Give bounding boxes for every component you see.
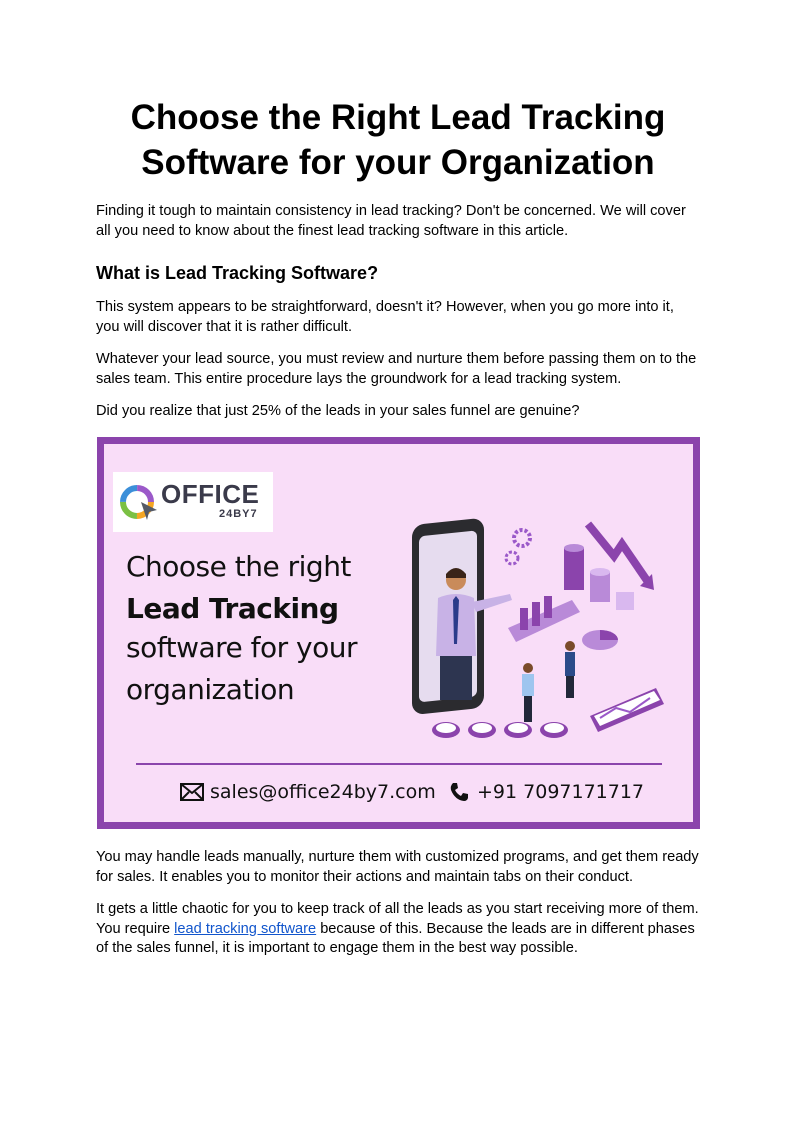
paragraph-1: This system appears to be straightforward, doesn't it? However, when you go more into it, you will discover that it is rather difficult. (96, 299, 674, 335)
contact-email: sales@office24by7.com (210, 781, 436, 803)
logo-subtext: 24BY7 (219, 508, 258, 520)
banner-line-3: software for your (126, 631, 358, 664)
lead-tracking-illustration (404, 516, 674, 756)
banner-divider (136, 763, 662, 765)
paragraph-4: You may handle leads manually, nurture them with customized programs, and get them ready for sales. It enables you to monitor their actions and maintain tabs on their conduct. (96, 849, 699, 885)
envelope-icon (180, 783, 204, 801)
office24by7-logo (113, 472, 273, 532)
banner-line-2: Lead Tracking (126, 592, 339, 625)
phone-icon (449, 782, 469, 802)
page-title: Choose the Right Lead Tracking Software for your Organization (130, 98, 666, 182)
paragraph-2: Whatever your lead source, you must review and nurture them before passing them on to the sales team. This entire procedure lays the groundwork for a lead tracking system. (96, 351, 697, 387)
paragraph-5-text-b: because of this. Because the leads are in different phases of the sales funnel, it is important to engage them in the best way possible. (96, 920, 695, 956)
intro-paragraph: Finding it tough to maintain consistency in lead tracking? Don't be concerned. We will cover all you need to know about the finest lead tracking software in this article. (96, 203, 686, 239)
banner-line-1: Choose the right (126, 550, 351, 583)
promo-banner (97, 437, 700, 829)
banner-line-4: organization (126, 673, 295, 706)
lead-tracking-software-link[interactable]: lead tracking software (174, 920, 317, 937)
logo-wordmark: OFFICE (161, 479, 260, 509)
contact-phone: +91 7097171717 (477, 781, 645, 803)
logo-ring-icon (117, 480, 161, 524)
section-heading: What is Lead Tracking Software? (96, 263, 379, 283)
paragraph-5-text-a: It gets a little chaotic for you to keep track of all the leads as you start receiving more of them. You require (96, 901, 699, 937)
paragraph-5 (96, 900, 700, 959)
paragraph-3: Did you realize that just 25% of the leads in your sales funnel are genuine? (96, 403, 580, 419)
